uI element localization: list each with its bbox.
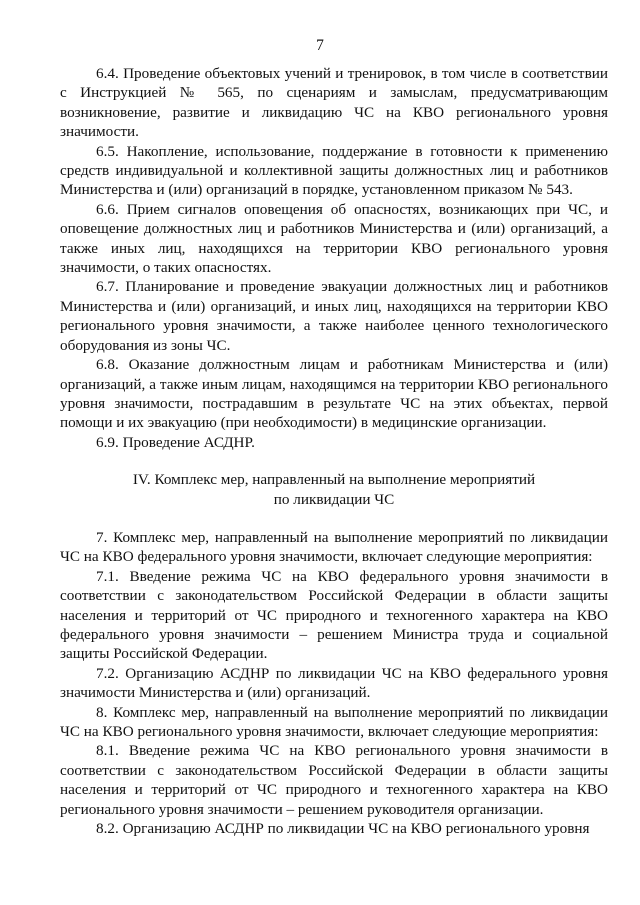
paragraph-6-7: 6.7. Планирование и проведение эвакуации должностных лиц и работников Министерства и (или) организаций, и иных лиц, находящихся на территории КВО регионального уровня значимости, а также наиболее ценного технологического оборудования из зоны ЧС. (60, 278, 608, 354)
paragraph-8: 8. Комплекс мер, направленный на выполнение мероприятий по ликвидации ЧС на КВО регионального уровня значимости, включает следующие мероприятия: (60, 703, 608, 740)
paragraph-6-5: 6.5. Накопление, использование, поддержание в готовности к применению средств индивидуальной и коллективной защиты должностных лиц и работников Министерства и (или) организаций в порядке, установленном приказом № 543. (60, 142, 608, 199)
paragraph-8-1: 8.1. Введение режима ЧС на КВО регионального уровня значимости в соответствии с законодательством Российской Федерации в области защиты населения и территорий от ЧС природного и техногенного характера на КВО регионального уровня значимости – решением руководителя организации. (60, 742, 608, 818)
section-heading (60, 470, 608, 509)
paragraph-6-8: 6.8. Оказание должностным лицам и работникам Министерства и (или) организаций, а также иным лицам, находящимся на территории КВО регионального уровня значимости, пострадавшим в результате ЧС на этих объектах, первой помощи и их эвакуацию (при необходимости) в медицинские организации. (60, 356, 608, 432)
paragraph-6-6: 6.6. Прием сигналов оповещения об опасностях, возникающих при ЧС, и оповещение должностных лиц и работников Министерства и (или) организаций, а также иных лиц, находящихся на территории КВО регионального уровня значимости, о таких опасностях. (60, 200, 608, 277)
paragraph-8-2: 8.2. Организацию АСДНР по ликвидации ЧС на КВО регионального уровня (96, 820, 590, 838)
paragraph-7: 7. Комплекс мер, направленный на выполнение мероприятий по ликвидации ЧС на КВО федерального уровня значимости, включает следующие мероприятия: (60, 528, 608, 566)
paragraph-7-1: 7.1. Введение режима ЧС на КВО федерального уровня значимости в соответствии с законодательством Российской Федерации в области защиты населения и территорий от ЧС природного и техногенного характера на КВО федерального уровня значимости – решением Министра труда и социальной защиты Российской Федерации. (60, 567, 608, 663)
page-number: 7 (316, 37, 324, 54)
paragraph-6-4: 6.4. Проведение объектовых учений и тренировок, в том числе в соответствии с Инструкцией № 565, по сценариям и замыслам, предусматривающим возникновение, развитие и ликвидацию ЧС на КВО регионального уровня значимости. (60, 65, 608, 141)
paragraph-7-2: 7.2. Организацию АСДНР по ликвидации ЧС на КВО федерального уровня значимости Министерства и (или) организаций. (60, 664, 608, 702)
document-body (60, 64, 608, 838)
section-heading-line-2: по ликвидации ЧС (273, 490, 395, 508)
paragraph-6-9: 6.9. Проведение АСДНР. (96, 433, 255, 451)
section-heading-line-1: IV. Комплекс мер, направленный на выполнение мероприятий (132, 471, 536, 489)
